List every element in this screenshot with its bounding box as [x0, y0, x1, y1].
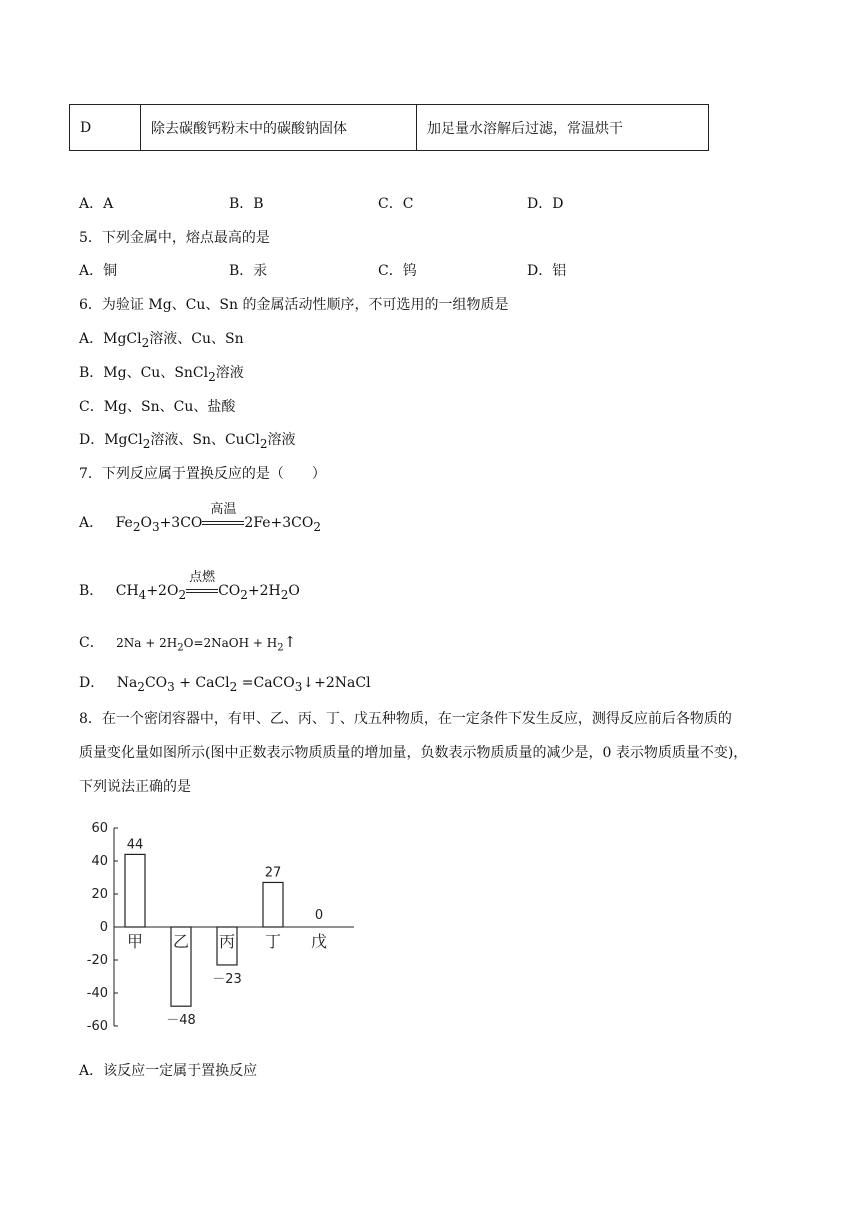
q6-option-d-mid: 溶液、Sn、CuCl	[150, 432, 260, 448]
q8-option-a[interactable]: A．该反应一定属于置换反应	[79, 1063, 258, 1079]
x-tick-label: 丙	[218, 932, 236, 951]
q6-option-b-sub: 2	[208, 369, 216, 384]
q4-option-b[interactable]: B．B	[229, 196, 264, 212]
x-tick-label: 丁	[264, 932, 282, 951]
q5-option-c[interactable]: C．钨	[378, 263, 417, 279]
data-label: 44	[126, 837, 144, 853]
q6-option-d-sub2: 2	[259, 436, 268, 451]
data-label: 0	[314, 908, 324, 923]
double-line-icon	[202, 521, 244, 525]
q6-option-d-post: 溶液	[267, 432, 296, 448]
q7-option-c-label: C．	[79, 635, 104, 651]
q6-option-a[interactable]	[79, 328, 244, 350]
q5-option-d[interactable]: D．铝	[527, 263, 567, 279]
table-cell-purpose: 除去碳酸钙粉末中的碳酸钠固体	[141, 105, 417, 151]
q4-option-a[interactable]: A．A	[79, 196, 114, 212]
q6-stem: 6．为验证 Mg、Cu、Sn 的金属活动性顺序，不可选用的一组物质是	[79, 297, 509, 313]
q8-stem-line1: 8．在一个密闭容器中，有甲、乙、丙、丁、戊五种物质，在一定条件下发生反应，测得反应前后各物质的	[79, 711, 732, 727]
y-tick-label: -40	[86, 986, 108, 1001]
data-label: －23	[212, 971, 242, 987]
q6-option-b[interactable]	[79, 362, 244, 384]
y-tick-label: -20	[86, 953, 108, 968]
y-tick-label: 0	[99, 920, 108, 935]
bar	[263, 882, 283, 927]
q7-option-d-label: D．	[79, 675, 105, 691]
q5-option-a[interactable]: A．铜	[79, 263, 118, 279]
q6-option-a-sub: 2	[141, 335, 150, 350]
q7-option-c[interactable]	[79, 632, 296, 653]
q6-option-d-pre: D．MgCl	[79, 432, 143, 448]
double-line-icon	[186, 589, 218, 593]
table-cell-option: D	[70, 105, 141, 151]
mass-change-bar-chart	[70, 812, 370, 1042]
q6-option-c[interactable]: C．Mg、Sn、Cu、盐酸	[79, 399, 236, 415]
method-table	[69, 104, 709, 151]
condition-ignite: 点燃	[189, 570, 216, 585]
q7-option-b[interactable]	[79, 570, 300, 602]
q6-option-a-pre: A．MgCl	[79, 331, 142, 347]
y-tick-label: 20	[91, 887, 108, 902]
q6-option-d-sub: 2	[142, 436, 151, 451]
q8-stem	[79, 702, 799, 804]
equation-b: $CH_4+2O_2$ 点燃 $CO_2+2H_2O$	[116, 583, 300, 599]
q6-option-a-post: 溶液、Cu、Sn	[149, 331, 244, 347]
equation-d: $Na_2CO_3$ + CaCl$_2$ =CaCO$_3$↓+2NaCl	[116, 675, 371, 694]
x-tick-label: 甲	[126, 932, 144, 951]
q4-option-d[interactable]: D．D	[527, 196, 564, 212]
q7-option-a-label: A．	[79, 515, 104, 531]
q6-option-b-pre: B．Mg、Cu、SnCl	[79, 365, 209, 381]
q7-option-a[interactable]	[79, 502, 322, 534]
q7-stem: 7．下列反应属于置换反应的是（ ）	[79, 466, 326, 482]
data-label: 27	[264, 865, 282, 881]
data-label: －48	[166, 1013, 196, 1029]
y-tick-label: 60	[91, 821, 108, 836]
q5-option-b[interactable]: B．汞	[229, 263, 268, 279]
equation-c: $2Na + 2H_2O=2NaOH$ + $H_2↑$	[116, 633, 297, 654]
q7-option-b-label: B．	[79, 583, 104, 599]
y-tick-label: -60	[86, 1019, 108, 1034]
condition-high-temp: 高温	[210, 502, 237, 517]
q6-option-b-post: 溶液	[215, 365, 244, 381]
q5-stem: 5．下列金属中，熔点最高的是	[79, 230, 270, 246]
y-tick-label: 40	[91, 854, 108, 869]
bar	[125, 854, 145, 927]
q8-stem-line2: 质量变化量如图所示(图中正数表示物质质量的增加量，负数表示物质质量的减少是，0 表示物质质量不变)，	[79, 745, 748, 761]
q8-stem-line3: 下列说法正确的是	[79, 779, 191, 795]
x-tick-label: 戊	[310, 932, 328, 951]
equation-a: $Fe_2O_3+3CO$ 高温 $2Fe+3CO_2$	[116, 515, 321, 531]
q4-option-c[interactable]: C．C	[378, 196, 414, 212]
table-row	[70, 105, 709, 151]
q6-option-d[interactable]	[79, 429, 296, 451]
table-cell-method: 加足量水溶解后过滤，常温烘干	[417, 105, 709, 151]
x-tick-label: 乙	[172, 932, 190, 951]
q7-option-d[interactable]	[79, 672, 371, 694]
